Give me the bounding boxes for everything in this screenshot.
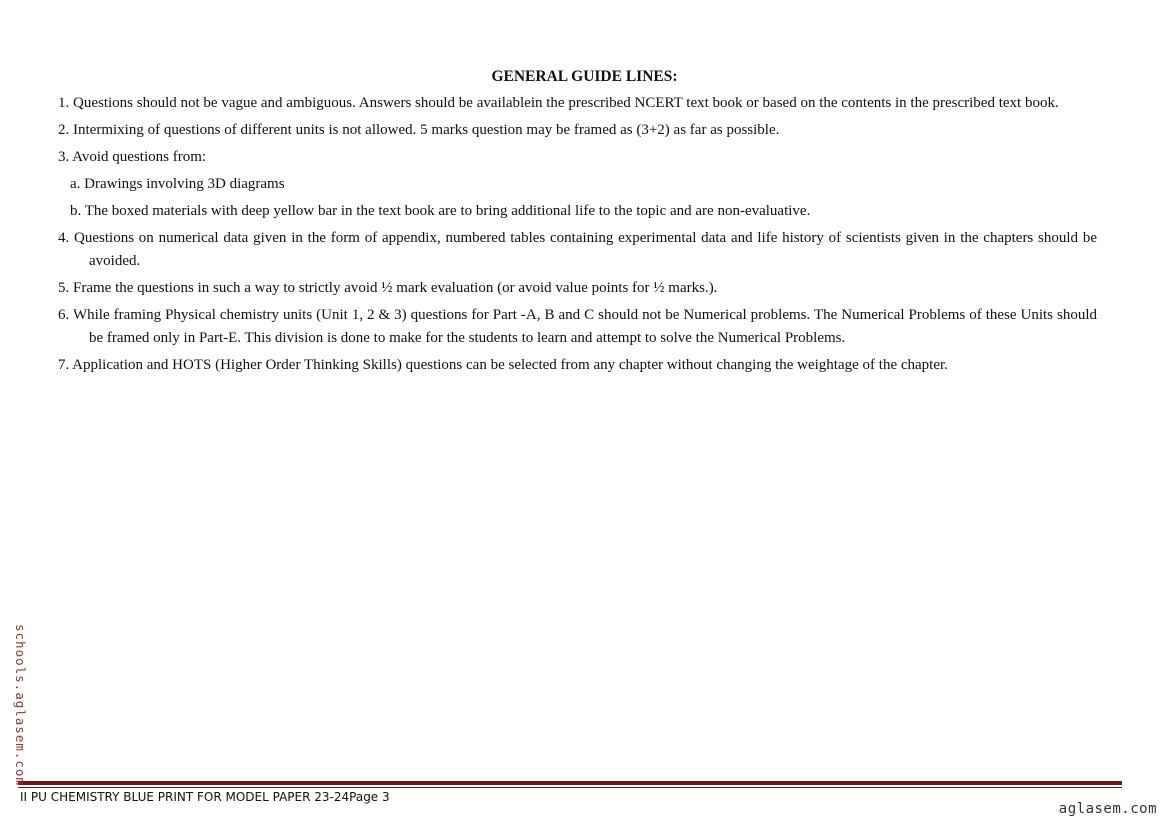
guideline-item-6: 6. While framing Physical chemistry units (Unit 1, 2 & 3) questions for Part -A, B and C should not be Numerical problems. The Numerical Problems of these Units should be framed only in Part-E. This division is done to make for the students to learn and attempt to solve the Numerical Problems. — [58, 307, 1097, 346]
side-watermark: schools.aglasem.com — [13, 624, 28, 786]
guideline-item-2: 2. Intermixing of questions of different units is not allowed. 5 marks question may be framed as (3+2) as far as possible. — [58, 122, 780, 138]
footer-rule-thin — [18, 787, 1122, 788]
page-footer — [20, 790, 390, 804]
footer-rule-thick — [18, 781, 1122, 785]
guidelines-list — [58, 92, 1097, 381]
guideline-subitem-3b: b. The boxed materials with deep yellow bar in the text book are to bring additional life to the topic and are non-evaluative. — [70, 203, 811, 219]
guideline-item-5: 5. Frame the questions in such a way to strictly avoid ½ mark evaluation (or avoid value points for ½ marks.). — [58, 280, 718, 296]
page-heading: GENERAL GUIDE LINES: — [491, 68, 678, 85]
corner-watermark: aglasem.com — [1058, 801, 1157, 817]
guideline-item-4: 4. Questions on numerical data given in the form of appendix, numbered tables containing experimental data and life history of scientists given in the chapters should be avoided. — [58, 230, 1097, 269]
guideline-item-1: 1. Questions should not be vague and ambiguous. Answers should be availablein the prescribed NCERT text book or based on the contents in the prescribed text book. — [58, 95, 1059, 111]
guideline-item-3: 3. Avoid questions from: — [58, 149, 207, 165]
page-number: Page 3 — [349, 790, 390, 804]
guideline-subitem-3a: a. Drawings involving 3D diagrams — [70, 176, 285, 192]
footer-label: II PU CHEMISTRY BLUE PRINT FOR MODEL PAPER 23-24 — [20, 790, 350, 804]
guideline-item-7: 7. Application and HOTS (Higher Order Thinking Skills) questions can be selected from any chapter without changing the weightage of the chapter. — [58, 357, 948, 373]
